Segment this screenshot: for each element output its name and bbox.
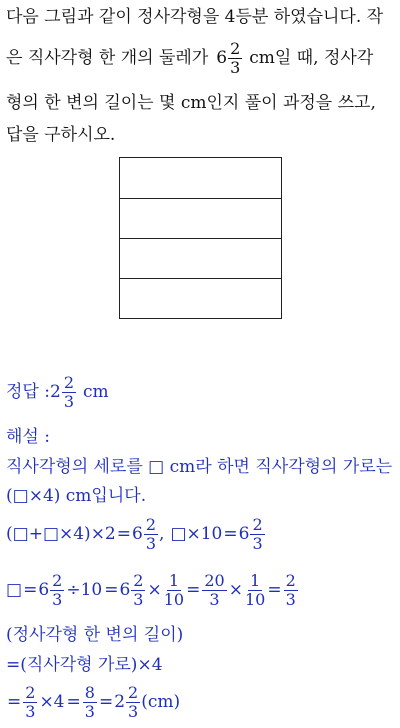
eq3-h-denominator: 10: [163, 589, 185, 609]
eq2-denominator: 3: [252, 533, 263, 553]
eq3-j-denominator: 3: [209, 589, 220, 609]
perimeter-numerator: 2: [230, 38, 241, 58]
problem-line-2-post: cm일 때, 정사각: [249, 48, 374, 68]
answer-label: 정답 :: [6, 382, 50, 402]
eq1-equals: =: [116, 524, 132, 544]
eq3-n-fraction: [284, 570, 298, 609]
problem-line-3: 형의 한 변의 길이는 몇 cm인지 풀이 과정을 쓰고,: [6, 93, 376, 113]
eq4-g-whole: 2: [114, 692, 126, 712]
eq1-fraction: [144, 514, 158, 553]
eq2-whole: 6: [238, 524, 250, 544]
perimeter-fraction: [228, 38, 242, 77]
eq3-equals-4: =: [267, 580, 282, 600]
answer-fraction: [62, 372, 76, 411]
eq3-f-whole: 6: [119, 580, 131, 600]
eq3-l-fraction: [244, 570, 266, 609]
eq3-l-denominator: 10: [244, 589, 266, 609]
eq1-left: (□+□×4)×2: [6, 524, 116, 544]
eq3-h-fraction: [163, 570, 185, 609]
eq3-f-fraction: [131, 570, 145, 609]
eq1-denominator: 3: [145, 533, 157, 553]
problem-line-1: 다음 그림과 같이 정사각형을 4등분 하였습니다. 작: [6, 7, 384, 27]
eq1-numerator: 2: [145, 514, 157, 534]
eq3-c-denominator: 3: [52, 589, 63, 609]
perimeter-whole: 6: [216, 48, 228, 68]
perimeter-denominator: 3: [230, 57, 241, 77]
eq4-b-denominator: 3: [25, 701, 36, 721]
eq2-equals: =: [223, 524, 238, 544]
eq4-g-denominator: 3: [128, 701, 139, 721]
eq3-c-whole: 6: [38, 580, 50, 600]
eq4-equals-1: =: [7, 692, 22, 712]
eq3-c-numerator: 2: [52, 570, 63, 590]
eq3-c-fraction: [50, 570, 64, 609]
eq3-j-fraction: [202, 570, 226, 609]
eq4-e-numerator: 8: [84, 682, 95, 702]
solution-line-1: 직사각형의 세로를 □ cm라 하면 직사각형의 가로는: [6, 457, 393, 477]
eq3-l-numerator: 1: [250, 570, 261, 590]
solution-equation-1: [6, 514, 266, 554]
eq2-numerator: 2: [252, 514, 263, 534]
solution-equation-2: [6, 570, 299, 610]
eq3-h-numerator: 1: [168, 570, 179, 590]
eq3-n-numerator: 2: [285, 570, 296, 590]
eq3-times-1: ×: [147, 580, 162, 600]
eq4-equals-2: =: [66, 692, 81, 712]
eq4-g-numerator: 2: [128, 682, 139, 702]
eq2-left: □×10: [170, 524, 223, 544]
answer-denominator: 3: [63, 391, 74, 411]
eq4-e-fraction: [83, 682, 97, 721]
eq1-whole: 6: [132, 524, 143, 544]
eq3-n-denominator: 3: [285, 589, 296, 609]
eq4-e-denominator: 3: [84, 701, 95, 721]
divider-line: [120, 238, 281, 239]
solution-equation-3: [6, 682, 180, 722]
eq4-b-numerator: 2: [25, 682, 36, 702]
answer-line: [6, 374, 109, 410]
eq3-f-numerator: 2: [133, 570, 144, 590]
square-figure: [119, 157, 282, 319]
answer-whole: 2: [49, 382, 61, 402]
problem-line-4: 답을 구하시오.: [6, 125, 116, 145]
eq4-unit: (cm): [141, 692, 181, 712]
solution-line-6: (정사각형 한 변의 길이): [6, 625, 184, 645]
eq4-times: ×4: [39, 692, 65, 712]
eq3-divide: ÷10: [66, 580, 103, 600]
eq4-g-fraction: [126, 682, 140, 721]
solution-label: 해설 :: [6, 427, 50, 447]
eq2-fraction: [250, 514, 264, 553]
eq4-b-fraction: [23, 682, 37, 721]
eq3-equals-3: =: [186, 580, 201, 600]
eq3-times-2: ×: [228, 580, 243, 600]
answer-numerator: 2: [63, 372, 74, 392]
eq3-equals-1: =: [23, 580, 38, 600]
eq3-f-denominator: 3: [133, 589, 144, 609]
problem-line-2-pre: 은 직사각형 한 개의 둘레가: [6, 48, 209, 68]
eq3-j-numerator: 20: [204, 570, 225, 590]
eq3-box: □: [6, 580, 23, 600]
divider-line: [120, 278, 281, 279]
answer-unit: cm: [83, 382, 109, 402]
eq3-equals-2: =: [104, 580, 119, 600]
solution-line-2: (□×4) cm입니다.: [6, 486, 147, 506]
solution-line-7: =(직사각형 가로)×4: [6, 655, 163, 675]
problem-line-2: [6, 40, 373, 76]
eq4-equals-3: =: [98, 692, 114, 712]
eq1-separator: ,: [159, 524, 165, 544]
divider-line: [120, 198, 281, 199]
